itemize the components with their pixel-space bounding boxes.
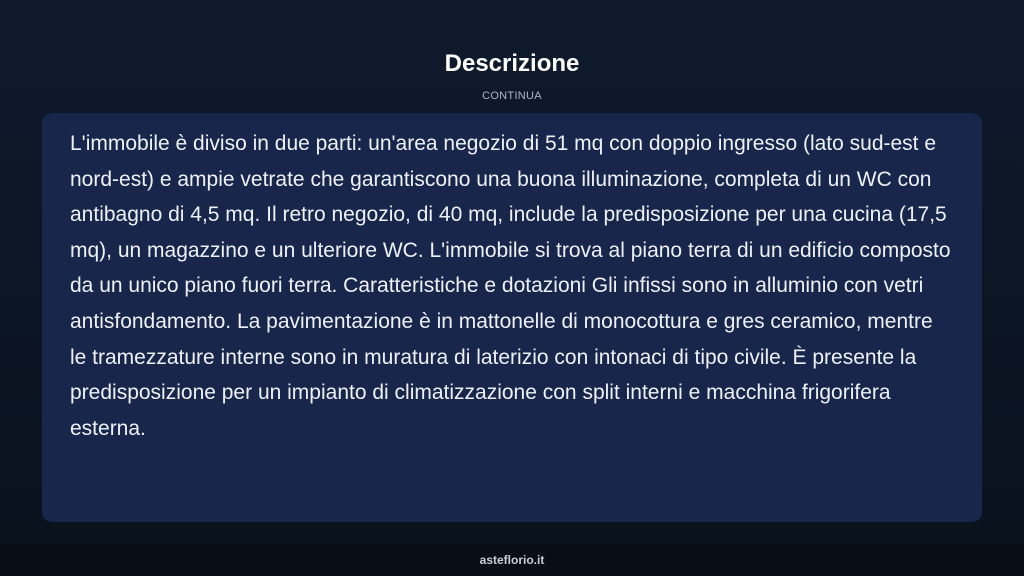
footer-brand: asteflorio.it: [479, 553, 545, 567]
description-text: L'immobile è diviso in due parti: un'area negozio di 51 mq con doppio ingresso (lato sud-est e nord-est) e ampie vetrate che garantiscono una buona illuminazione, completa di un WC con antibagno di 4,5 mq. Il retro negozio, di 40 mq, include la predisposizione per una cucina (17,5 mq), un magazzino e un ulteriore WC. L'immobile si trova al piano terra di un edificio composto da un unico piano fuori terra. Caratteristiche e dotazioni Gli infissi sono in alluminio con vetri antisfondamento. La pavimentazione è in mattonelle di monocottura e gres ceramico, mentre le tramezzature interne sono in muratura di laterizio con intonaci di tipo civile. È presente la predisposizione per un impianto di climatizzazione con split interni e macchina frigorifera esterna.: [70, 132, 951, 440]
footer-bar: [0, 544, 1024, 576]
continue-label: CONTINUA: [482, 90, 542, 102]
description-card: [42, 113, 982, 522]
page-title: Descrizione: [444, 50, 580, 77]
